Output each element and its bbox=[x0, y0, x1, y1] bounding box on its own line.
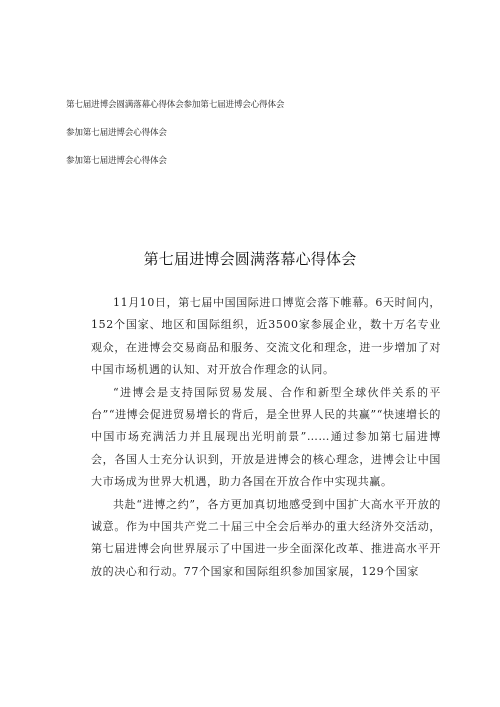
paragraph: “进博会是支持国际贸易发展、合作和新型全球伙伴关系的平台”“进博会促进贸易增长的背后，是全世界人民的共赢”“快速增长的中国市场充满活力并且展现出光明前景”……通过参加第七届进博会，各国人士充分认识到，开放是进博会的核心理念，进博会让中国大市场成为世界大机遇，助力各国在开放合作中实现共赢。 bbox=[91, 385, 441, 489]
toc-line: 第七届进博会圆满落幕心得体会参加第七届进博会心得体会 bbox=[66, 100, 285, 110]
toc-line: 参加第七届进博会心得体会 bbox=[66, 128, 167, 138]
paragraph: 11月10日，第七届中国国际进口博览会落下帷幕。6天时间内，152个国家、地区和国际组织，近3500家参展企业，数十万名专业观众，在进博会交易商品和服务、交流文化和理念，进一步增加了对中国市场机遇的认知、对开放合作理念的认同。 bbox=[91, 296, 441, 377]
paragraph: 共赴“进博之约”，各方更加真切地感受到中国扩大高水平开放的诚意。作为中国共产党二十届三中全会后举办的重大经济外交活动，第七届进博会向世界展示了中国进一步全面深化改革、推进高水平开放的决心和行动。77个国家和国际组织参加国家展，129个国家 bbox=[91, 497, 441, 578]
table-of-contents bbox=[66, 99, 446, 183]
document-title: 第七届进博会圆满落幕心得体会 bbox=[143, 250, 357, 268]
body-text bbox=[91, 292, 441, 583]
toc-line: 参加第七届进博会心得体会 bbox=[66, 156, 167, 166]
